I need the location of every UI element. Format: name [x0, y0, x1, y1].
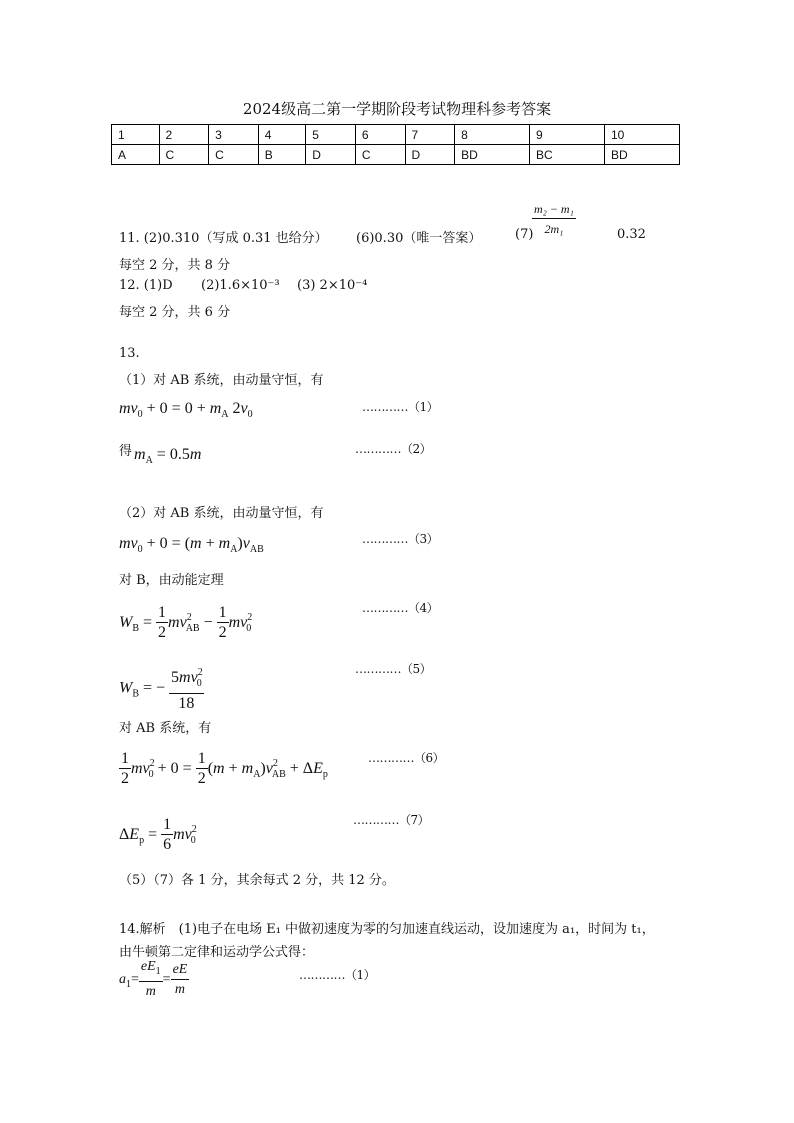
q13-scoring: （5）（7）各 1 分，其余每式 2 分，共 12 分。: [119, 873, 395, 888]
answer-number-row: [112, 125, 680, 145]
question-number-cell: 3: [209, 125, 259, 145]
q13-label: 13.: [119, 346, 140, 361]
equation-4: $W_B$ = $\frac{1}{2}$ $mv^2_{AB}$ − $\frac{1}{2}$ $mv^2_0$: [119, 604, 253, 641]
answer-cell: BD: [455, 145, 530, 165]
question-number-cell: 5: [306, 125, 356, 145]
answer-cell: C: [355, 145, 405, 165]
answer-cell: BD: [604, 145, 679, 165]
q13-for-b: 对 B，由动能定理: [119, 573, 224, 588]
q11-value: 0.32: [617, 227, 646, 242]
mark-3: …………（3）: [362, 532, 439, 546]
mark-6: …………（6）: [368, 751, 445, 765]
equation-6: $\frac{1}{2}$ $mv^2_0 + 0$ = $\frac{1}{2}$ $(m + m_A)v^2_{AB} + \Delta E_p$: [121, 750, 328, 787]
equation-14-1: $a_1=$ $\frac{eE_1}{m}$ = $\frac{eE}{m}$: [119, 959, 188, 999]
mark-5: …………（5）: [355, 662, 432, 676]
q11-scoring: 每空 2 分，共 8 分: [119, 258, 231, 273]
page-title: 2024级高二第一学期阶段考试物理科参考答案: [242, 100, 552, 118]
q11-main: 11. (2)0.310（写成 0.31 也给分）: [119, 231, 328, 246]
question-number-cell: 8: [455, 125, 530, 145]
q12-part1: 12. (1)D: [119, 278, 173, 293]
q11-part7-label: (7): [515, 227, 534, 242]
q11-frac-numerator: m₂ − m₁: [532, 200, 576, 219]
answer-cell: B: [258, 145, 306, 165]
mark-2: …………（2）: [355, 442, 432, 456]
q11-part6: (6)0.30（唯一答案）: [356, 231, 482, 246]
q13-part2-intro: （2）对 AB 系统，由动量守恒，有: [119, 506, 324, 521]
q14-mark-1: …………（1）: [299, 968, 376, 982]
q14-line2: 由牛顿第二定律和运动学公式得：: [119, 945, 315, 960]
equation-3: $mv_0 + 0 = (m + m_A)v_{AB}$: [119, 535, 264, 555]
answer-cell: BC: [530, 145, 605, 165]
equation-7: $\Delta E_p$ = $\frac{1}{6}$ $mv^2_0$: [119, 816, 197, 853]
answer-table: [111, 124, 680, 165]
q12-part3: (3) 2×10⁻⁴: [297, 278, 368, 293]
equation-1: $mv_0 + 0 = 0 + m_A$ $2v_0$: [119, 400, 253, 420]
answer-cell: C: [159, 145, 209, 165]
q12-part2: (2)1.6×10⁻³: [201, 278, 280, 293]
q13-de: 得: [119, 444, 133, 459]
q13-part1-intro: （1）对 AB 系统，由动量守恒，有: [119, 373, 324, 388]
equation-5: $W_B$ = − $\frac{5mv^2_0}{18}$: [119, 664, 204, 714]
answer-cell: A: [112, 145, 160, 165]
question-number-cell: 6: [355, 125, 405, 145]
mark-1: …………（1）: [362, 400, 439, 414]
answer-cell: C: [209, 145, 259, 165]
q11-frac-denominator: 2m₁: [544, 222, 564, 236]
question-number-cell: 2: [159, 125, 209, 145]
question-number-cell: 9: [530, 125, 605, 145]
q13-for-ab: 对 AB 系统，有: [119, 721, 212, 736]
answer-value-row: [112, 145, 680, 165]
answer-cell: D: [306, 145, 356, 165]
equation-2: $m_A = 0.5m$: [134, 446, 202, 466]
question-number-cell: 1: [112, 125, 160, 145]
q11-fraction: [532, 200, 576, 239]
q12-scoring: 每空 2 分，共 6 分: [119, 305, 231, 320]
mark-4: …………（4）: [362, 601, 439, 615]
mark-7: …………（7）: [353, 813, 430, 827]
q14-line1: 14.解析 (1)电子在电场 E₁ 中做初速度为零的匀加速直线运动，设加速度为 a₁，时间为 t₁，: [119, 922, 655, 937]
question-number-cell: 10: [604, 125, 679, 145]
answer-cell: D: [405, 145, 455, 165]
question-number-cell: 4: [258, 125, 306, 145]
question-number-cell: 7: [405, 125, 455, 145]
